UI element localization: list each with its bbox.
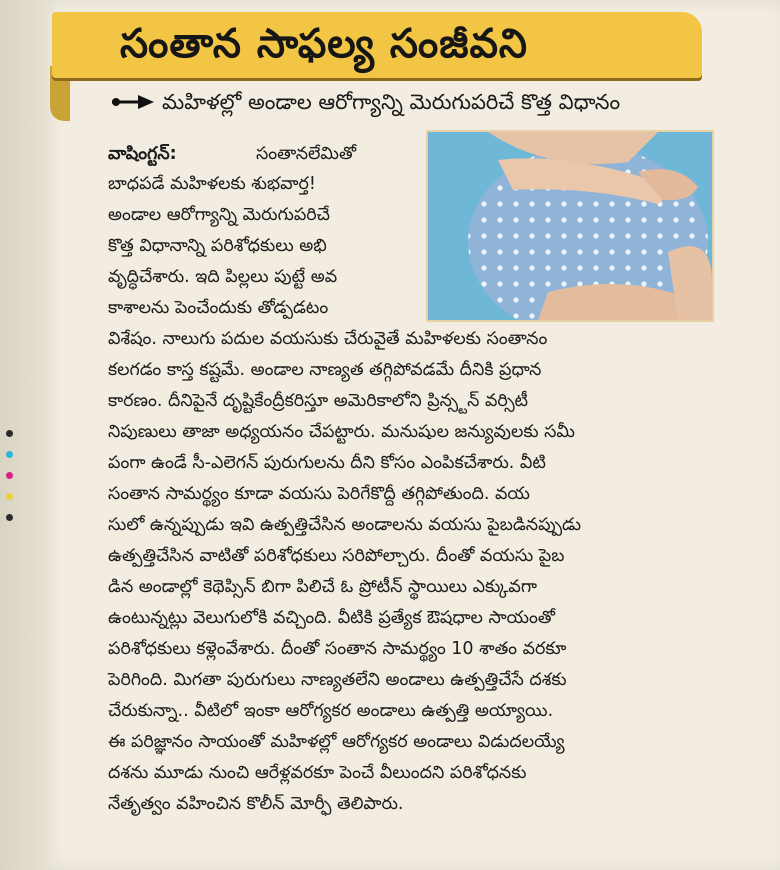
article-line: కారణం. దీనిపైనే దృష్టికేంద్రీకరిస్తూ అమెరికాలోని ప్రిన్స్టన్ వర్సిటీ [108,391,529,411]
headline: సంతాన సాఫల్య సంజీవని [120,21,529,67]
article-line: ఉత్పత్తిచేసిన వాటితో పరిశోధకులు సరిపోల్చారు. దీంతో వయసు పైబ [108,546,565,566]
article-line: ఉంటున్నట్లు వెలుగులోకి వచ్చింది. వీటికి ప్రత్యేక ఔషధాల సాయంతో [108,608,555,628]
article-line: వృద్ధిచేశారు. ఇది పిల్లలు పుట్టే అవ [108,267,338,287]
article-line: పెరిగింది. మిగతా పురుగులు నాణ్యతలేని అండాలు ఉత్పత్తిచేసే దశకు [108,670,567,690]
article-line: కొత్త విధానాన్ని పరిశోధకులు అభి [108,236,327,256]
article-line: చేరుకున్నా.. వీటిలో ఇంకా ఆరోగ్యకర అండాలు ఉత్పత్తి అయ్యాయి. [108,701,554,721]
article-line: డిన అండాల్లో కెథెప్సిన్ బిగా పిలిచే ఓ ప్రోటీన్ స్థాయిలు ఎక్కువగా [108,577,537,597]
subheadline [110,82,730,122]
article-line: సులో ఉన్నప్పుడు ఇవి ఉత్పత్తిచేసిన అండాలను వయసు పైబడినప్పుడు [108,515,582,535]
article-line: విశేషం. నాలుగు పదుల వయసుకు చేరువైతే మహిళలకు సంతానం [108,329,548,349]
article-line: సంతాన సామర్థ్యం కూడా వయసు పెరిగేకొద్దీ తగ్గిపోతుంది. వయ [108,484,530,504]
article-line: నిపుణులు తాజా అధ్యయనం చేపట్టారు. మనుషుల జన్యువులకు సమీ [108,422,575,442]
subheadline-text: మహిళల్లో అండాల ఆరోగ్యాన్ని మెరుగుపరిచే కొత్త విధానం [162,90,621,114]
printer-registration-marks [2,430,22,535]
article-line: పంగా ఉండే సీ-ఎలెగన్ పురుగులను దీని కోసం ఎంపికచేశారు. వీటి [108,453,546,473]
article-line: ఈ పరిజ్ఞానం సాయంతో మహిళల్లో ఆరోగ్యకర అండాలు విడుదలయ్యే [108,732,565,752]
article-line: కలగడం కాస్త కష్టమే. అండాల నాణ్యత తగ్గిపోవడమే దీనికి ప్రధాన [108,360,542,380]
article-line: పరిశోధకులు కళ్లెంవేశారు. దీంతో సంతాన సామర్థ్యం 10 శాతం వరకూ [108,639,567,659]
article-line: అండాల ఆరోగ్యాన్ని మెరుగుపరిచే [108,205,330,225]
article-line: బాధపడే మహిళలకు శుభవార్త! [108,174,316,194]
article-body [108,140,720,850]
article-line: నేతృత్వం వహించిన కొలీన్ మోర్ఫీ తెలిపారు. [108,794,404,814]
page-fold-edge [0,0,42,870]
dateline [108,144,177,168]
dateline-location: వాషింగ్టన్: [108,144,177,164]
article-line: కాశాలను పెంచేందుకు తోడ్పడటం [108,298,329,318]
article-line: సంతానలేమితో [256,144,357,164]
arrow-bullet-icon [110,93,156,111]
article-line: దశను మూడు నుంచి ఆరేళ్లవరకూ పెంచే వీలుందని పరిశోధనకు [108,763,527,783]
